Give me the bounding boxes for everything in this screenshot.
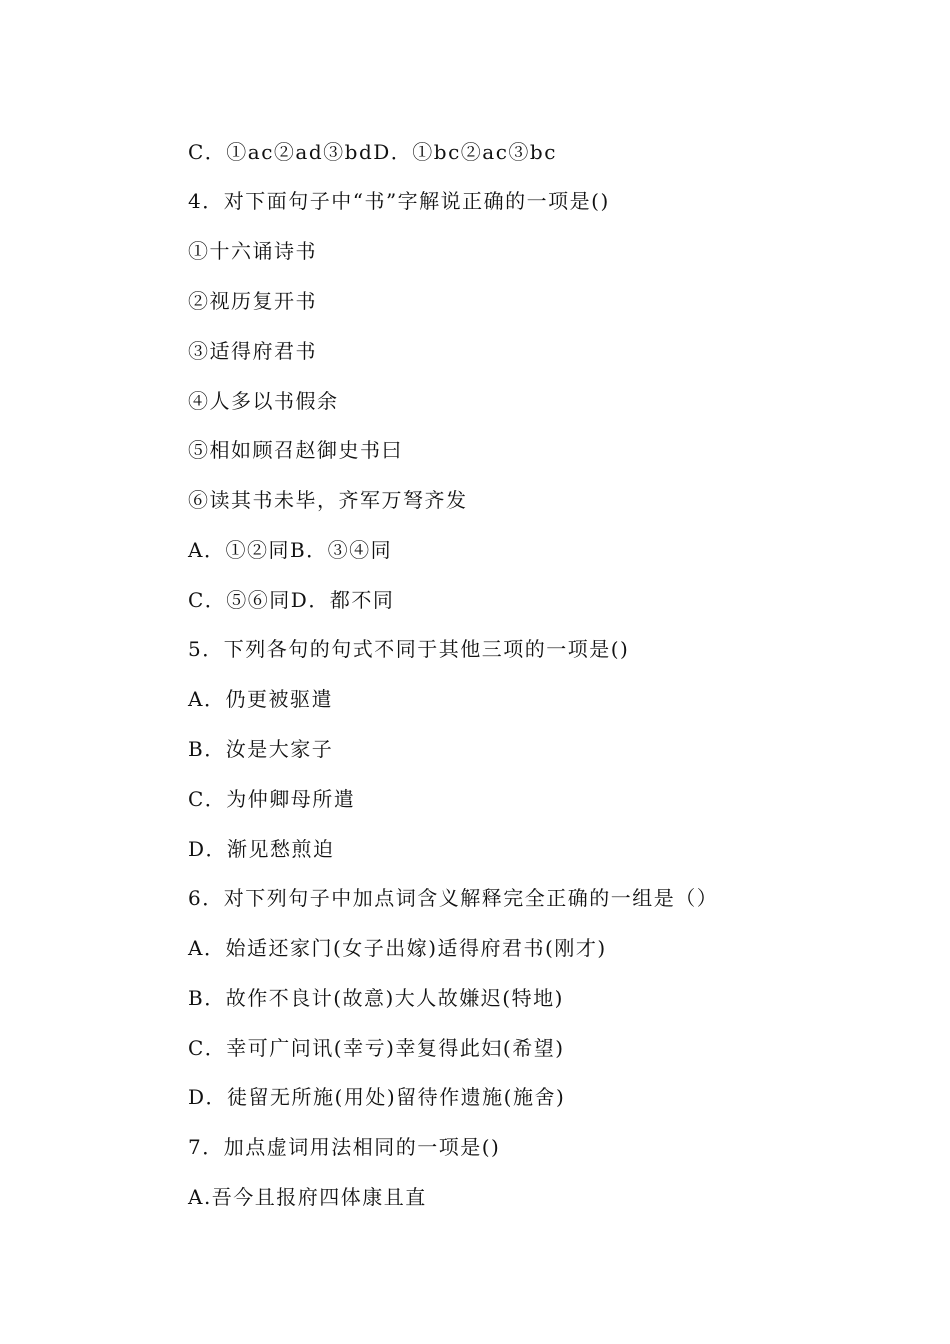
question-4-stem: 4．对下面句子中“书”字解说正确的一项是() [188, 189, 610, 213]
option-q6-d: D．徒留无所施(用处)留待作遗施(施舍) [188, 1085, 566, 1109]
option-line-q4-a-b: A．①②同B．③④同 [188, 538, 393, 562]
sentence-3: ③适得府君书 [188, 339, 317, 363]
option-q6-c: C．幸可广问讯(幸亏)幸复得此妇(希望) [188, 1036, 565, 1060]
option-q6-a: A．始适还家门(女子出嫁)适得府君书(刚才) [188, 936, 607, 960]
question-6-stem: 6．对下列句子中加点词含义解释完全正确的一组是（） [188, 886, 719, 910]
sentence-1: ①十六诵诗书 [188, 239, 317, 263]
option-line-q4-c-d: C．⑤⑥同D．都不同 [188, 588, 395, 612]
question-5-stem: 5．下列各句的句式不同于其他三项的一项是() [188, 637, 630, 661]
option-q5-b: B．汝是大家子 [188, 737, 334, 761]
question-7-stem: 7．加点虚词用法相同的一项是() [188, 1135, 501, 1159]
option-q7-a: A.吾今且报府四体康且直 [188, 1185, 427, 1209]
option-q5-d: D．渐见愁煎迫 [188, 837, 335, 861]
sentence-2: ②视历复开书 [188, 289, 317, 313]
sentence-4: ④人多以书假余 [188, 389, 339, 413]
option-q5-c: C．为仲卿母所遣 [188, 787, 356, 811]
sentence-5: ⑤相如顾召赵御史书曰 [188, 438, 403, 462]
sentence-6: ⑥读其书未毕，齐军万弩齐发 [188, 488, 468, 512]
option-line-q3-c-d: C．①ac②ad③bdD．①bc②ac③bc [188, 140, 557, 164]
option-q5-a: A．仍更被驱遣 [188, 687, 333, 711]
option-q6-b: B．故作不良计(故意)大人故嫌迟(特地) [188, 986, 564, 1010]
